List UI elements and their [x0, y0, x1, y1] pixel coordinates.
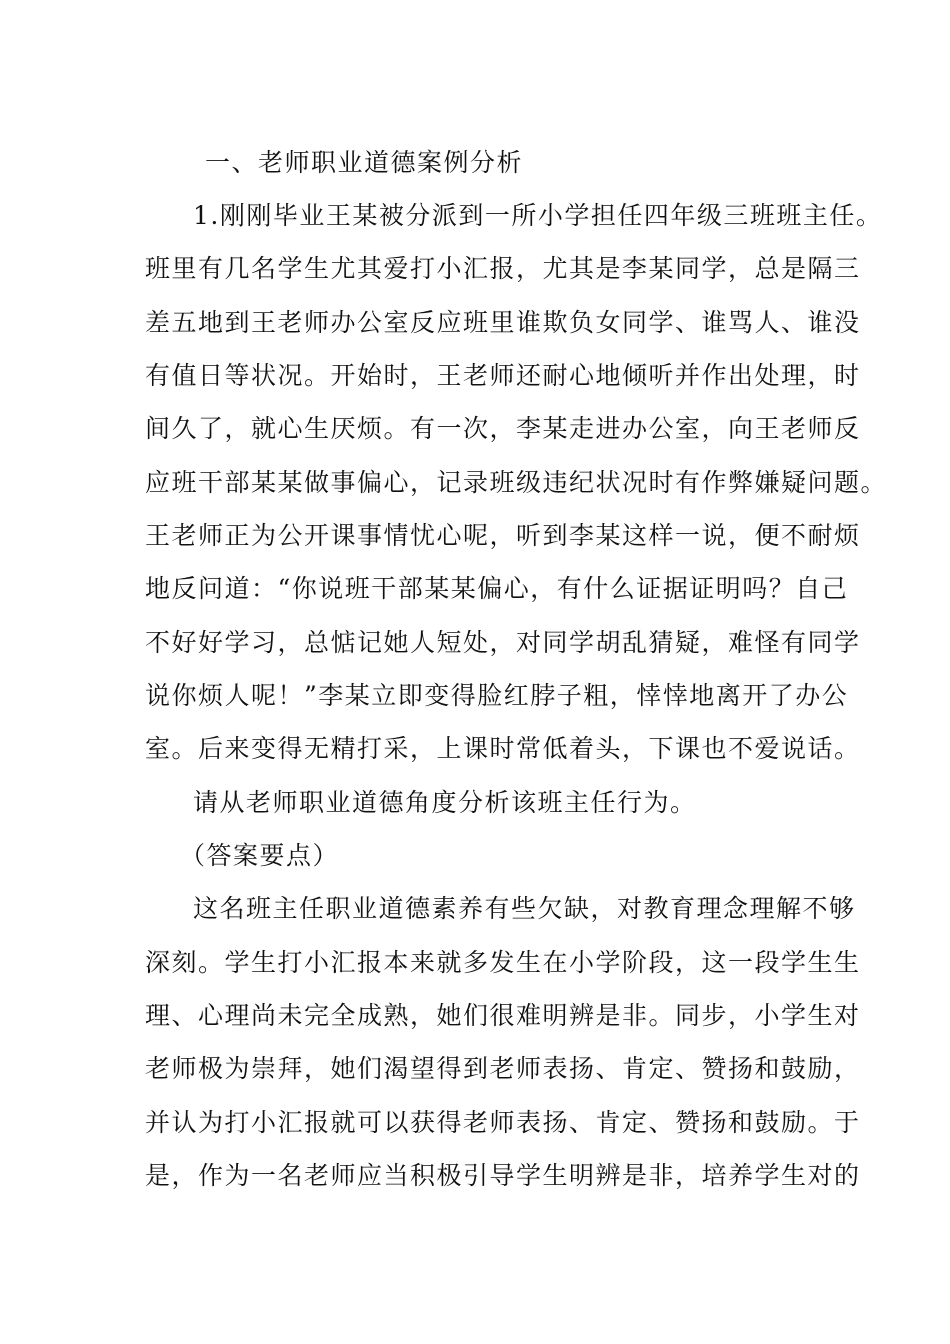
case-paragraph-line: 地反问道：“你说班干部某某偏心，有什么证据证明吗？自己: [145, 574, 849, 603]
section-heading: 一、老师职业道德案例分析: [205, 148, 524, 177]
case-paragraph-line: 间久了，就心生厌烦。有一次，李某走进办公室，向王老师反: [145, 414, 861, 443]
answer-paragraph-line: 理、心理尚未完全成熟，她们很难明辨是非。同步，小学生对: [145, 1001, 861, 1030]
answer-paragraph-line: 深刻。学生打小汇报本来就多发生在小学阶段，这一段学生生: [145, 948, 861, 977]
answer-paragraph-line: 并认为打小汇报就可以获得老师表扬、肯定、赞扬和鼓励。于: [145, 1108, 861, 1137]
case-paragraph-line: 王老师正为公开课事情忧心呢，听到李某这样一说，便不耐烦: [145, 521, 861, 550]
answer-paragraph-line: 老师极为崇拜，她们渴望得到老师表扬、肯定、赞扬和鼓励，: [145, 1054, 861, 1083]
answer-label: （答案要点）: [180, 841, 340, 870]
case-paragraph-line: 1.刚刚毕业王某被分派到一所小学担任四年级三班班主任。: [193, 201, 883, 230]
case-paragraph-line: 说你烦人呢！”李某立即变得脸红脖子粗，悻悻地离开了办公: [145, 681, 849, 710]
answer-paragraph-line: 这名班主任职业道德素养有些欠缺，对教育理念理解不够: [193, 894, 856, 923]
case-paragraph-line: 有值日等状况。开始时，王老师还耐心地倾听并作出处理，时: [145, 361, 861, 390]
case-paragraph-line: 应班干部某某做事偏心，记录班级违纪状况时有作弊嫌疑问题。: [145, 468, 888, 497]
case-paragraph-line: 差五地到王老师办公室反应班里谁欺负女同学、谁骂人、谁没: [145, 308, 861, 337]
case-paragraph-line: 室。后来变得无精打采，上课时常低着头，下课也不爱说话。: [145, 734, 861, 763]
case-paragraph-line: 班里有几名学生尤其爱打小汇报，尤其是李某同学，总是隔三: [145, 254, 861, 283]
question-line: 请从老师职业道德角度分析该班主任行为。: [193, 788, 697, 817]
case-paragraph-line: 不好好学习，总惦记她人短处，对同学胡乱猜疑，难怪有同学: [145, 628, 861, 657]
answer-paragraph-line: 是，作为一名老师应当积极引导学生明辨是非，培养学生对的: [145, 1161, 861, 1190]
